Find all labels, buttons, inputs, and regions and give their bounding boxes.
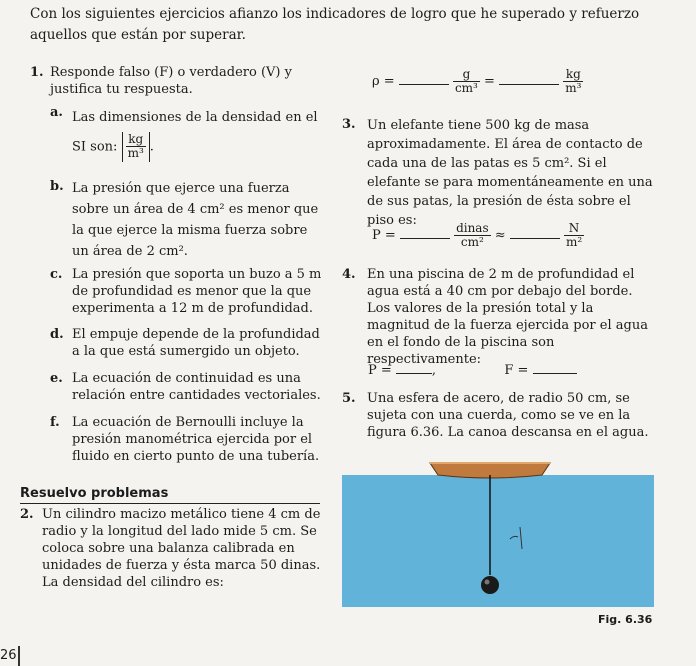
unit-denominator: m³ xyxy=(127,146,144,160)
unit-numerator: kg xyxy=(126,133,146,147)
item-1a xyxy=(50,104,325,164)
question-2 xyxy=(20,506,325,590)
p-symbol: P = xyxy=(368,363,392,378)
item-label: d. xyxy=(50,327,64,342)
unit-numerator: dinas xyxy=(456,221,489,235)
sphere-highlight xyxy=(485,580,490,585)
unit-bracket xyxy=(122,132,150,162)
unit-denominator: cm³ xyxy=(454,81,478,95)
item-label: e. xyxy=(50,371,63,386)
item-text: El empuje depende de la profundidad a la que está sumergido un objeto. xyxy=(72,327,320,359)
answer-blank[interactable] xyxy=(400,228,450,239)
figure-label: Fig. 6.36 xyxy=(598,613,653,626)
question-number: 3. xyxy=(342,117,356,132)
intro-text: Con los siguientes ejercicios afianzo los indicadores de logro que he superado y refuerzo aquellos que están por superar. xyxy=(30,6,640,43)
answer-blank[interactable] xyxy=(510,228,560,239)
figure-canoe-sphere xyxy=(342,457,654,607)
answer-blank[interactable] xyxy=(399,74,449,85)
question-number: 2. xyxy=(20,507,34,522)
question-text: Responde falso (F) o verdadero (V) y justifica tu respuesta. xyxy=(50,65,292,97)
steel-sphere-icon xyxy=(481,576,499,594)
unit-denominator: m² xyxy=(565,235,583,249)
item-label: a. xyxy=(50,105,63,120)
item-text: La ecuación de continuidad es una relación entre cantidades vectoriales. xyxy=(72,371,321,403)
density-answer-line xyxy=(372,68,662,95)
item-text: La presión que soporta un buzo a 5 m de profundidad es menor que la que experimenta a 12 m de profundidad. xyxy=(72,267,322,316)
pressure-answer-line xyxy=(372,222,662,249)
comma: , xyxy=(431,363,437,378)
unit-denominator: cm² xyxy=(460,235,484,249)
question-1 xyxy=(30,64,330,97)
item-label: f. xyxy=(50,415,60,430)
page-number: 26 xyxy=(0,648,17,663)
equals-sign: = xyxy=(484,74,495,89)
section-title: Resuelvo problemas xyxy=(20,486,320,504)
question-text: Un elefante tiene 500 kg de masa aproximadamente. El área de contacto de cada una de las patas es 5 cm². Si el elefante se para momentáneamente en una de sus patas, la presión de ésta sobre el piso es: xyxy=(367,118,653,228)
question-text: Un cilindro macizo metálico tiene 4 cm de radio y la longitud del lado mide 5 cm. Se coloca sobre una balanza calibrada en unidades de fuerza y ésta marca 50 dinas. La densidad del cilindro es: xyxy=(42,507,321,590)
item-text: La presión que ejerce una fuerza sobre un área de 4 cm² es menor que la que ejerce la misma fuerza sobre un área de 2 cm². xyxy=(72,181,319,259)
item-text: Las dimensiones de la densidad en el SI son: $\frac{kg}{\text{m³}}$ . xyxy=(72,110,318,160)
question-text: En una piscina de 2 m de profundidad el agua está a 40 cm por debajo del borde. Los valores de la presión total y la magnitud de la fuerza ejercida por el agua en el fondo de la piscina son respectivamente: xyxy=(367,267,648,367)
f-symbol: F = xyxy=(504,363,529,378)
answer-blank[interactable] xyxy=(533,363,577,374)
unit-numerator: g xyxy=(453,68,480,82)
question-number: 4. xyxy=(342,267,356,282)
question-text: Una esfera de acero, de radio 50 cm, se sujeta con una cuerda, como se ve en la figura 6.36. La canoa descansa en el agua. xyxy=(367,391,649,440)
answer-blank[interactable] xyxy=(396,363,432,374)
question-number: 1. xyxy=(30,65,44,80)
item-text-content: Las dimensiones de la densidad en el SI son: xyxy=(72,110,318,155)
page-divider xyxy=(18,646,20,666)
unit-numerator: N xyxy=(564,222,584,236)
rho-symbol: ρ = xyxy=(372,74,395,89)
figure-illustration xyxy=(342,457,654,607)
item-label: c. xyxy=(50,267,63,282)
unit-denominator: m³ xyxy=(565,81,582,95)
p-symbol: P = xyxy=(372,228,396,243)
item-label: b. xyxy=(50,179,64,194)
approx-sign: ≈ xyxy=(494,228,506,243)
unit-numerator: kg xyxy=(563,68,583,82)
answer-blank[interactable] xyxy=(499,74,559,85)
pressure-force-answer-line xyxy=(368,362,658,379)
question-number: 5. xyxy=(342,391,356,406)
item-text: La ecuación de Bernoulli incluye la presión manométrica ejercida por el fluido en cierto punto de una tubería. xyxy=(72,415,320,464)
